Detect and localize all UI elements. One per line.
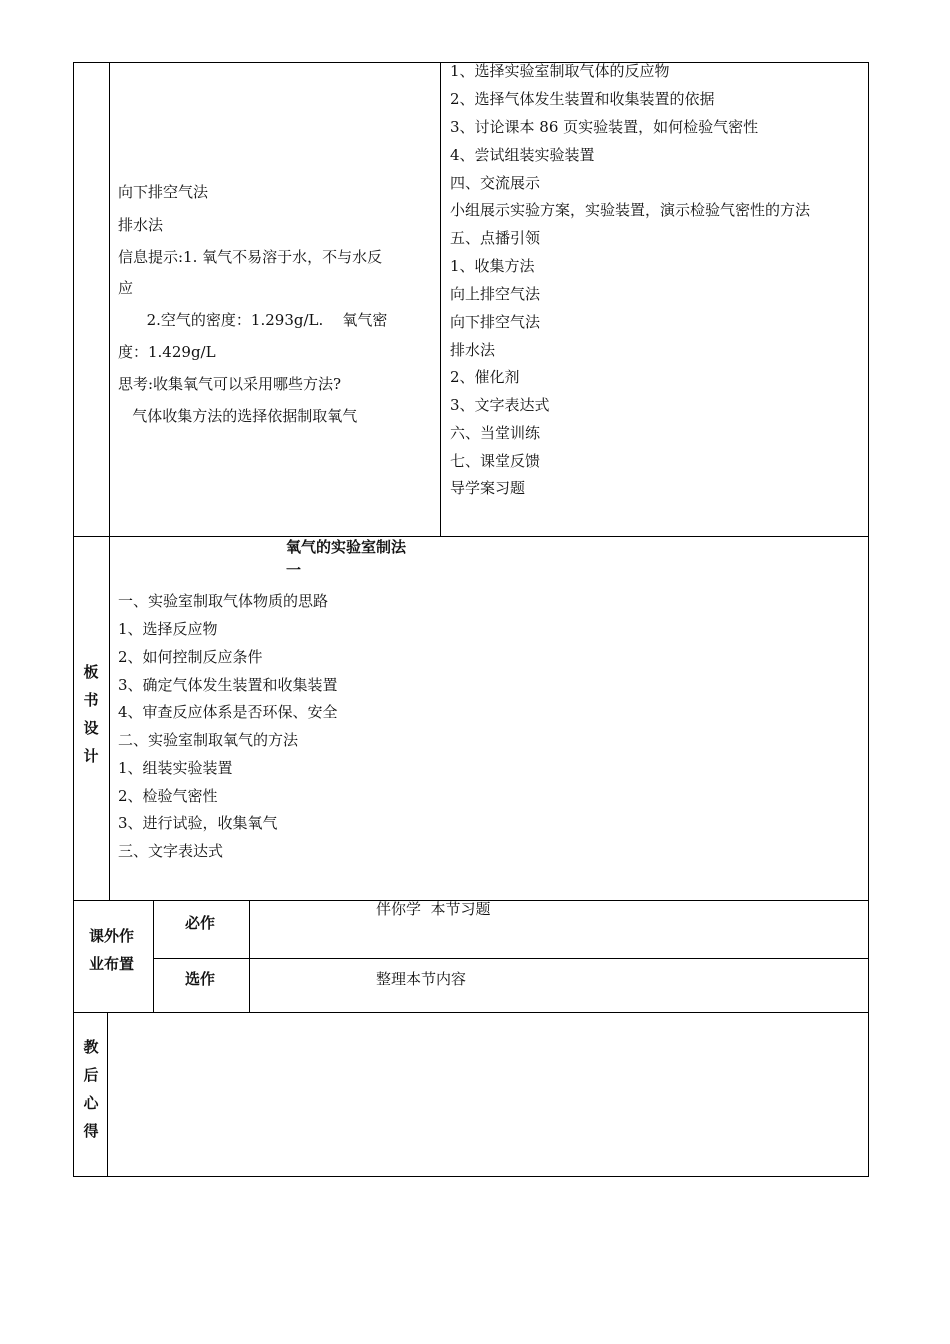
table-border [109,62,110,901]
text-line: 1、选择反应物 [118,620,218,638]
optional-label: 选作 [185,970,216,988]
text-line: 1、选择实验室制取气体的反应物 [450,62,670,80]
table-border [107,1012,108,1177]
table-border [73,62,74,1177]
label-char: 后 [83,1066,99,1084]
text-line: 2.空气的密度：1.293g/L. 氧气密 [118,311,388,329]
homework-label-line1: 课外作 [89,927,135,945]
text-line: 小组展示实验方案，实验装置，演示检验气密性的方法 [450,201,811,219]
text-line: 3、确定气体发生装置和收集装置 [118,676,338,694]
text-line: 四、交流展示 [450,174,541,192]
label-char: 得 [83,1122,99,1140]
text-line: 4、审查反应体系是否环保、安全 [118,703,338,721]
text-line: 六、当堂训练 [450,424,541,442]
text-line: 应 [118,279,134,297]
table-border [73,1012,869,1013]
label-char: 书 [83,691,99,709]
text-line: 度：1.429g/L [118,343,216,361]
text-line: 排水法 [118,216,164,234]
label-char: 心 [83,1094,99,1112]
table-border [440,62,441,537]
text-line: 向下排空气法 [450,313,541,331]
board-title-mark: 一 [286,561,302,579]
text-line: 一、实验室制取气体物质的思路 [118,592,329,610]
text-line: 1、收集方法 [450,257,535,275]
reflection-label [76,1033,106,1145]
text-line: 2、选择气体发生装置和收集装置的依据 [450,90,715,108]
text-line: 思考:收集氧气可以采用哪些方法? [118,375,342,393]
table-border [153,958,869,959]
required-label: 必作 [185,914,216,932]
text-line: 七、课堂反馈 [450,452,541,470]
text-line: 二、实验室制取氧气的方法 [118,731,299,749]
text-line: 3、进行试验，收集氧气 [118,814,278,832]
homework-label-line2: 业布置 [89,955,135,973]
text-line: 2、催化剂 [450,368,520,386]
board-title: 氧气的实验室制法 [286,538,407,556]
label-char: 板 [83,663,99,681]
text-line: 排水法 [450,341,496,359]
label-char: 设 [83,719,99,737]
text-line: 4、尝试组装实验装置 [450,146,595,164]
text-line: 五、点播引领 [450,229,541,247]
text-line: 气体收集方法的选择依据制取氧气 [118,407,358,425]
table-border [249,900,250,1013]
text-line: 3、讨论课本 86 页实验装置，如何检验气密性 [450,118,759,136]
label-char: 计 [83,747,99,765]
table-border [153,900,154,1013]
text-line: 导学案习题 [450,479,526,497]
table-border [868,62,869,1177]
text-line: 向上排空气法 [450,285,541,303]
text-line: 2、如何控制反应条件 [118,648,263,666]
text-line: 信息提示:1. 氧气不易溶于水，不与水反 [118,248,383,266]
text-line: 三、文字表达式 [118,842,224,860]
required-content: 伴你学 本节习题 [376,900,491,918]
text-line: 向下排空气法 [118,183,209,201]
table-border [73,536,869,537]
text-line: 1、组装实验装置 [118,759,233,777]
text-line: 3、文字表达式 [450,396,550,414]
board-design-label [76,658,106,770]
table-border [73,1176,869,1177]
optional-content: 整理本节内容 [376,970,467,988]
label-char: 教 [83,1038,99,1056]
text-line: 2、检验气密性 [118,787,218,805]
